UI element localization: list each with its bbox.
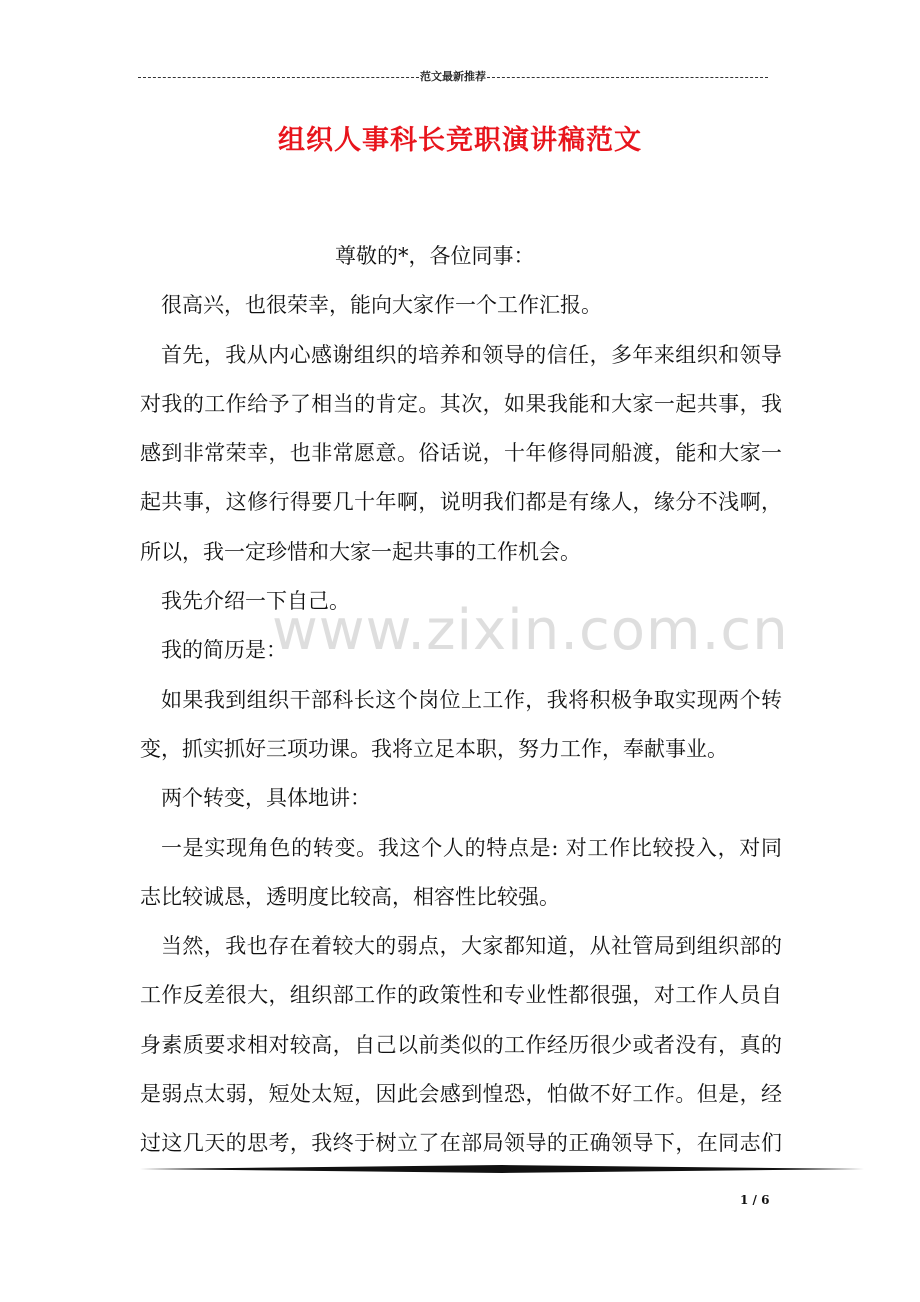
header-label: 范文最新推荐 [420,70,486,83]
paragraph-line: 身素质要求相对较高，自己以前类似的工作经历很少或者没有，真的 [140,1032,782,1057]
watermark: www.zixin.com.cn [272,598,789,663]
paragraph-line: 很高兴，也很荣幸，能向大家作一个工作汇报。 [161,293,602,318]
paragraph-line: 当然，我也存在着较大的弱点，大家都知道，从社管局到组织部的 [161,934,782,959]
paragraph-line: 志比较诚恳，透明度比较高，相容性比较强。 [140,884,560,909]
document-title: 组织人事科长竞职演讲稿范文 [278,125,642,156]
paragraph-line: 工作反差很大，组织部工作的政策性和专业性都很强，对工作人员自 [140,983,782,1008]
footer-rule [140,1165,864,1174]
paragraph-line: 一是实现角色的转变。我这个人的特点是: 对工作比较投入，对同 [161,835,782,860]
document-body [140,236,782,1173]
paragraph-line: 过这几天的思考，我终于树立了在部局领导的正确领导下，在同志们 [140,1131,782,1156]
paragraph-line: 变，抓实抓好三项功课。我将立足本职，努力工作，奉献事业。 [140,736,728,761]
page-number: 1 / 6 [740,1193,770,1207]
header-rule [138,66,768,86]
paragraph-line: 对我的工作给予了相当的肯定。其次，如果我能和大家一起共事，我 [140,391,782,416]
paragraph-line: 首先，我从内心感谢组织的培养和领导的信任，多年来组织和领导 [161,342,782,367]
paragraph-line: 如果我到组织干部科长这个岗位上工作，我将积极争取实现两个转 [161,687,782,712]
paragraph-line: 我先介绍一下自己。 [161,589,350,614]
paragraph-line: 两个转变，具体地讲： [161,786,371,811]
header-dash-right [487,77,768,78]
paragraph-line: 起共事，这修行得要几十年啊，说明我们都是有缘人，缘分不浅啊， [140,490,782,515]
paragraph-line: 感到非常荣幸，也非常愿意。俗话说，十年修得同船渡，能和大家一 [140,441,782,466]
paragraph-line: 所以，我一定珍惜和大家一起共事的工作机会。 [140,539,581,564]
salutation: 尊敬的*，各位同事： [335,244,535,268]
header-dash-left [138,77,419,78]
paragraph-line: 我的简历是： [161,638,287,663]
paragraph-line: 是弱点太弱，短处太短，因此会感到惶恐，怕做不好工作。但是，经 [140,1082,782,1107]
